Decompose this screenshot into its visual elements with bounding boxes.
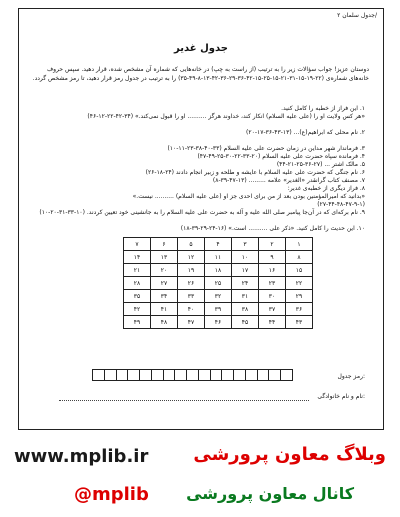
question-8-quote: «بدانید که امیرالمؤمنین بودن بعد از من برای احدی جز او (علی علیه السلام) .......... نیست.» [132,193,365,200]
grid-row [124,238,313,251]
grid-cell[interactable]: ۴۳ [286,316,313,329]
page-header [19,9,383,27]
grid-cell[interactable]: ۳۷ [259,303,286,316]
question-1-quote: «هر کس ولایت او را (علی علیه السلام) انکار کند، خداوند هرگز .......... او را قبول نمی‌کند.» (۳۴-۴۲-۲۲-۱۲-۴۶) [87,113,365,120]
grid-cell[interactable]: ۸ [286,251,313,264]
grid-cell[interactable]: ۱۲ [178,251,205,264]
question-8: ۸. فراز دیگری از خطبه‌ی غدیر: [287,185,365,192]
grid-row [124,277,313,290]
code-box-cell[interactable] [280,369,293,381]
question-3: ۳. فرماندار شهر مداین در زمان حضرت علی علیه السلام (۳۳-۴۰-۳۸-۲۳-۱۱-۱۰) [167,145,365,152]
grid-cell[interactable]: ۳۹ [205,303,232,316]
grid-cell[interactable]: ۳۲ [205,290,232,303]
grid-cell[interactable]: ۳۵ [124,290,151,303]
site-url: www.mplib.ir [14,446,149,467]
channel-name: کانال معاون پرورشی [186,484,354,503]
grid-cell[interactable]: ۴۸ [151,316,178,329]
grid-cell[interactable]: ۲۸ [124,277,151,290]
grid-row [124,264,313,277]
grid-cell[interactable]: ۴۲ [124,303,151,316]
grid-cell[interactable]: ۱۶ [259,264,286,277]
grid-cell[interactable]: ۴۱ [151,303,178,316]
grid-cell[interactable]: ۴۵ [232,316,259,329]
code-boxes[interactable] [93,369,293,381]
crossword-grid [123,237,313,329]
grid-cell[interactable]: ۳۶ [286,303,313,316]
grid-cell[interactable]: ۲۳ [259,277,286,290]
grid-cell[interactable]: ۱۷ [232,264,259,277]
question-6: ۶. نام جنگی که حضرت علی علیه السلام با عایشه و طلحه و زبیر انجام دادند (۲۴-۱۸-۲۶) [145,169,365,176]
grid-cell[interactable]: ۱۸ [205,264,232,277]
grid-cell[interactable]: ۳۸ [232,303,259,316]
grid-cell[interactable]: ۲ [259,238,286,251]
question-9: ۹. نام برکه‌ای که در آن‌جا پیامبر صلی الله علیه و آله به حضرت علی علیه السلام را به جانشینی خود تعیین کردند. (۱۰-۳۳-۳۱-۲۰-۱۰) [39,209,365,216]
grid-cell[interactable]: ۱۱ [205,251,232,264]
grid-cell[interactable]: ۲۷ [151,277,178,290]
channel-handle: @mplib [74,484,149,505]
grid-cell[interactable]: ۲۹ [286,290,313,303]
page-title: جدول غدیر [174,43,228,54]
grid-cell[interactable]: ۳ [232,238,259,251]
grid-cell[interactable]: ۱۵ [286,264,313,277]
grid-row [124,251,313,264]
grid-row [124,316,313,329]
code-label: رمز جدول: [337,373,365,380]
header-text: جدول سلمان ۲/ [337,12,377,19]
question-10: ۱۰. این حدیث را کامل کنید. «ذکر علی .......... است.» (۱۶-۲۴-۲۹-۳۹-۱۸) [180,225,365,232]
grid-cell[interactable]: ۵ [178,238,205,251]
question-2: ۲. نام محلی که ابراهیم(ع)... (۱۳-۴۳-۳۶-۱۷-۲۰) [246,129,365,136]
question-7: ۷. مصنف کتاب گرانقدر «الغدیر» علامه ......... (۱۳-۴۷-۳۹-۸) [212,177,365,184]
grid-cell[interactable]: ۱ [286,238,313,251]
grid-cell[interactable]: ۱۰ [232,251,259,264]
grid-cell[interactable]: ۲۰ [151,264,178,277]
grid-cell[interactable]: ۲۴ [232,277,259,290]
grid-cell[interactable]: ۲۲ [286,277,313,290]
name-label: نام و نام خانوادگی: [317,393,365,400]
grid-cell[interactable]: ۶ [151,238,178,251]
question-4: ۴. فرمانده سپاه حضرت علی علیه السلام (۲۰-۳۳-۲۲-۳۰-۲۵-۴۹-۴۷) [197,153,365,160]
grid-cell[interactable]: ۴ [205,238,232,251]
grid-cell[interactable]: ۳۳ [178,290,205,303]
blog-name: وبلاگ معاون پرورشی [193,444,386,465]
grid-cell[interactable]: ۱۳ [151,251,178,264]
grid-row [124,303,313,316]
grid-cell[interactable]: ۳۴ [151,290,178,303]
grid-cell[interactable]: ۳۱ [232,290,259,303]
grid-row [124,290,313,303]
grid-cell[interactable]: ۱۹ [178,264,205,277]
intro-text: دوستان عزیز! جواب سؤالات زیر را به ترتیب (از راست به چپ) در خانه‌هایی که شماره آن مشخص شده، قرار دهید. سپس حروف خانه‌های شماره‌ی (۲۲-۱۹-۱۵-۳۱-۲۱-۱۵-۲۵-۱۵-۴۲-۳۶-۲۹-۳۶-۴۲-۱۳-۸-۴۹-۳۵) را به ترتیب در جدول رمز قرار دهید، تا رمز مشخص گردد. [32,66,369,82]
grid-cell[interactable]: ۲۶ [178,277,205,290]
grid-cell[interactable]: ۴۶ [205,316,232,329]
grid-cell[interactable]: ۹ [259,251,286,264]
name-line[interactable] [59,400,309,401]
grid-cell[interactable]: ۴۷ [178,316,205,329]
grid-cell[interactable]: ۴۰ [178,303,205,316]
grid-cell[interactable]: ۴۹ [124,316,151,329]
question-1: ۱. این فراز از خطبه را کامل کنید. [281,105,365,112]
grid-cell[interactable]: ۷ [124,238,151,251]
grid-cell[interactable]: ۱۴ [124,251,151,264]
question-5: ۵. مالک اشتر ... (۲۷-۳۶-۲۵-۲۱-۴۴) [276,161,365,168]
grid-cell[interactable]: ۲۵ [205,277,232,290]
grid-cell[interactable]: ۲۱ [124,264,151,277]
grid-cell[interactable]: ۳۰ [259,290,286,303]
grid-cell[interactable]: ۴۴ [259,316,286,329]
question-8-code: (۲۷-۴۴-۴۸-۴۷-۹-۱) [317,201,365,208]
worksheet-page [18,8,384,430]
